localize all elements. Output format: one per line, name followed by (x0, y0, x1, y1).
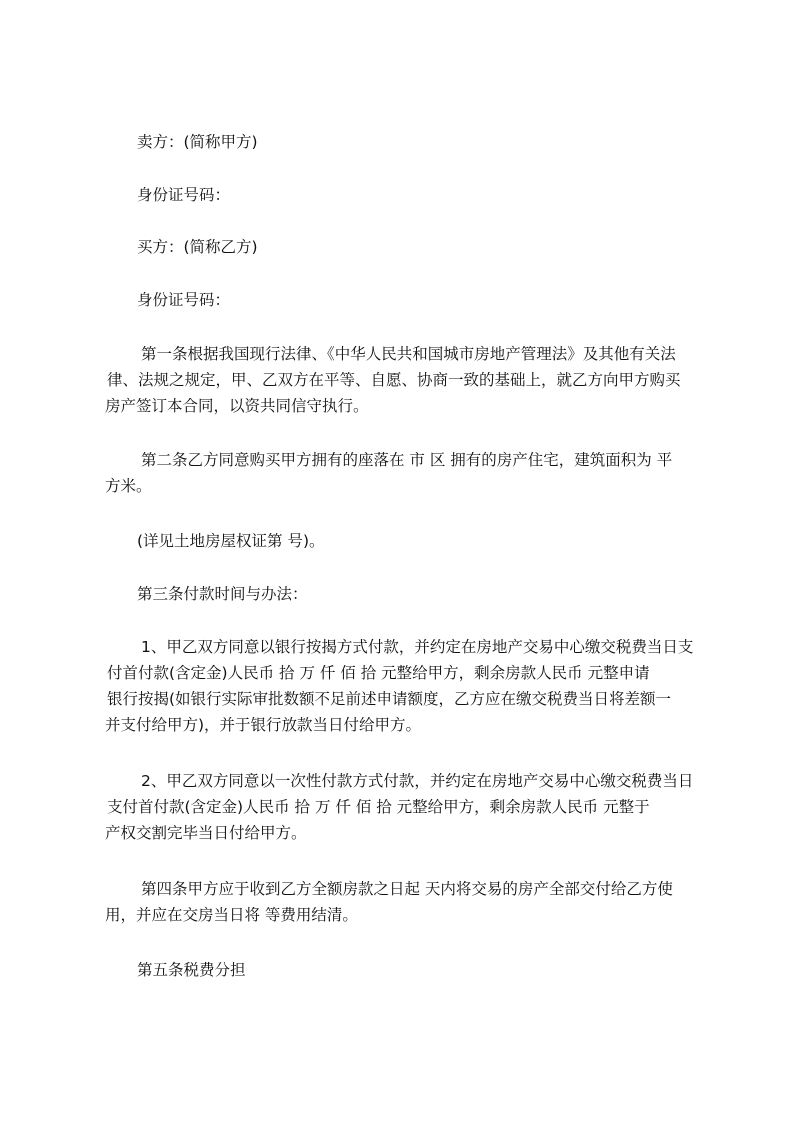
buyer-id-line (105, 287, 742, 313)
article-3-title (105, 581, 742, 607)
payment-option-1 (105, 634, 710, 738)
seller-text: 卖方：(简称甲方) (137, 133, 258, 151)
article-4 (105, 876, 710, 928)
article-2 (105, 447, 710, 499)
payment-1-line-4: 并支付给甲方)，并于银行放款当日付给甲方。 (105, 716, 422, 734)
buyer-line (105, 234, 742, 260)
payment-1-line-1: 1、甲乙双方同意以银行按揭方式付款，并约定在房地产交易中心缴交税费当日支 (141, 638, 694, 656)
article-3-title-text: 第三条付款时间与办法： (137, 585, 308, 603)
payment-2-line-1: 2、甲乙双方同意以一次性付款方式付款，并约定在房地产交易中心缴交税费当日 (141, 772, 694, 790)
buyer-text: 买方：(简称乙方) (137, 238, 258, 256)
payment-2-line-3: 产权交割完毕当日付给甲方。 (105, 824, 307, 842)
article-2-line-2: 方米。 (105, 477, 152, 495)
seller-id-line (105, 182, 742, 208)
article-1-line-2: 律、法规之规定，甲、乙双方在平等、自愿、协商一致的基础上，就乙方向甲方购买 (107, 371, 681, 389)
land-cert-text: (详见土地房屋权证第 号)。 (137, 532, 325, 550)
article-5-title-text: 第五条税费分担 (137, 961, 246, 979)
payment-1-line-2: 付首付款(含定金)人民币 拾 万 仟 佰 拾 元整给甲方，剩余房款人民币 元整申请 (107, 664, 650, 682)
payment-option-2 (105, 768, 710, 846)
article-5-title (105, 957, 742, 983)
buyer-id-text: 身份证号码： (137, 291, 231, 309)
payment-2-line-2: 支付首付款(含定金)人民币 拾 万 仟 佰 拾 元整给甲方，剩余房款人民币 元整于 (107, 798, 650, 816)
land-cert-line (105, 528, 742, 554)
seller-id-text: 身份证号码： (137, 186, 231, 204)
article-2-line-1: 第二条乙方同意购买甲方拥有的座落在 市 区 拥有的房产住宅，建筑面积为 平 (141, 451, 673, 469)
article-4-line-2: 用，并应在交房当日将 等费用结清。 (105, 906, 358, 924)
payment-1-line-3: 银行按揭(如银行实际审批数额不足前述申请额度，乙方应在缴交税费当日将差额一 (107, 690, 672, 708)
article-4-line-1: 第四条甲方应于收到乙方全额房款之日起 天内将交易的房产全部交付给乙方使 (141, 880, 673, 898)
article-1-line-3: 房产签订本合同，以资共同信守执行。 (105, 397, 369, 415)
article-1 (105, 341, 710, 419)
article-1-line-1: 第一条根据我国现行法律、《中华人民共和国城市房地产管理法》及其他有关法 (141, 345, 676, 363)
seller-line (105, 129, 742, 155)
